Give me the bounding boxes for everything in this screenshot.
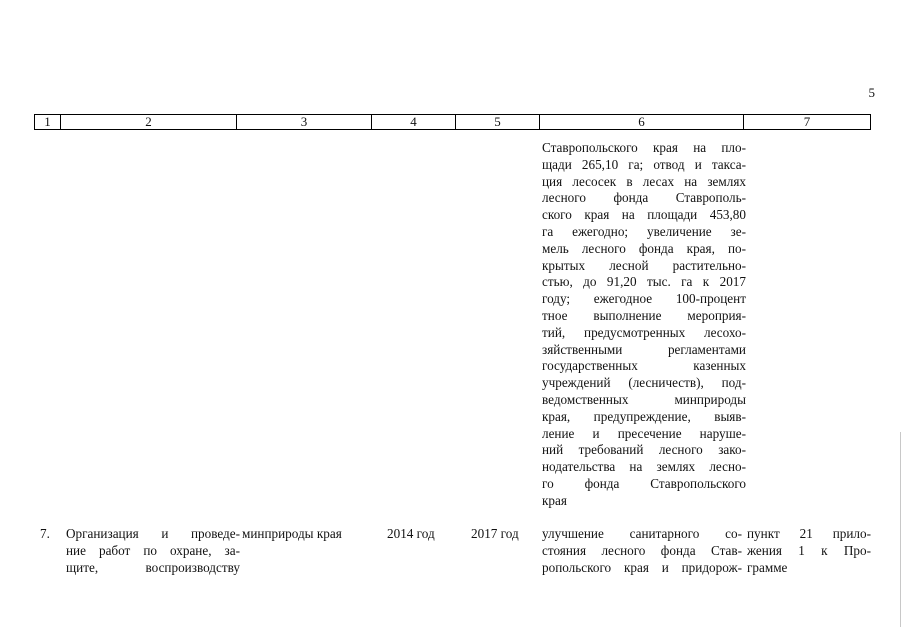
text-line: щите, воспроизводству	[66, 559, 240, 575]
text-line: ведомственных минприроды	[542, 391, 746, 407]
text-line: го фонда Ставропольского	[542, 475, 746, 491]
text-line: Ставропольского края на пло-	[542, 140, 746, 155]
text-line: улучшение санитарного со-	[542, 526, 742, 541]
header-cell-7: 7	[803, 114, 811, 129]
row-7-executor: минприроды края	[242, 526, 342, 541]
row-7-description	[542, 526, 742, 576]
page-number: 5	[868, 85, 875, 100]
text-line: ского края на площади 453,80	[542, 207, 746, 223]
header-cell-5: 5	[456, 115, 540, 129]
table-header-row	[34, 114, 871, 130]
text-line: га ежегодно; увеличение зе-	[542, 223, 746, 239]
text-line: стью, до 91,20 тыс. га к 2017	[542, 274, 746, 290]
text-line: государственных казенных	[542, 358, 746, 374]
text-line: жения 1 к Про-	[747, 542, 871, 558]
row-7-task	[66, 526, 240, 576]
row-7-reference	[747, 526, 871, 576]
text-line: лесного фонда Ставрополь-	[542, 190, 746, 206]
text-line: края	[542, 492, 567, 508]
text-line: году; ежегодное 100-процент	[542, 291, 746, 307]
row-7-end-year: 2017 год	[471, 526, 519, 541]
text-line: ция лесосек в лесах на землях	[542, 173, 746, 189]
continued-description	[542, 140, 746, 510]
text-line: ние работ по охране, за-	[66, 542, 240, 558]
text-line: учреждений (лесничеств), под-	[542, 375, 746, 391]
text-line: края, предупреждение, выяв-	[542, 408, 746, 424]
scan-edge-line	[900, 432, 901, 627]
header-cell-3: 3	[237, 115, 372, 129]
text-line: зяйственными регламентами	[542, 341, 746, 357]
text-line: ление и пресечение наруше-	[542, 425, 746, 441]
text-line: Организация и проведе-	[66, 526, 240, 541]
text-line: грамме	[747, 559, 788, 575]
row-7-start-year: 2014 год	[387, 526, 435, 541]
header-cell-2: 2	[61, 115, 237, 129]
text-line: ропольского края и придорож-	[542, 559, 742, 575]
text-line: щади 265,10 га; отвод и такса-	[542, 156, 746, 172]
text-line: пункт 21 прило-	[747, 526, 871, 541]
text-line: ний требований лесного зако-	[542, 442, 746, 458]
header-cell-4: 4	[372, 115, 456, 129]
text-line: стояния лесного фонда Став-	[542, 542, 742, 558]
header-cell-1: 1	[35, 115, 61, 129]
text-line: мель лесного фонда края, по-	[542, 240, 746, 256]
row-7-number: 7.	[40, 526, 50, 541]
text-line: нодательства на землях лесно-	[542, 459, 746, 475]
text-line: крытых лесной растительно-	[542, 257, 746, 273]
text-line: тное выполнение мероприя-	[542, 307, 746, 323]
header-cell-6: 6	[540, 115, 744, 129]
text-line: тий, предусмотренных лесохо-	[542, 324, 746, 340]
